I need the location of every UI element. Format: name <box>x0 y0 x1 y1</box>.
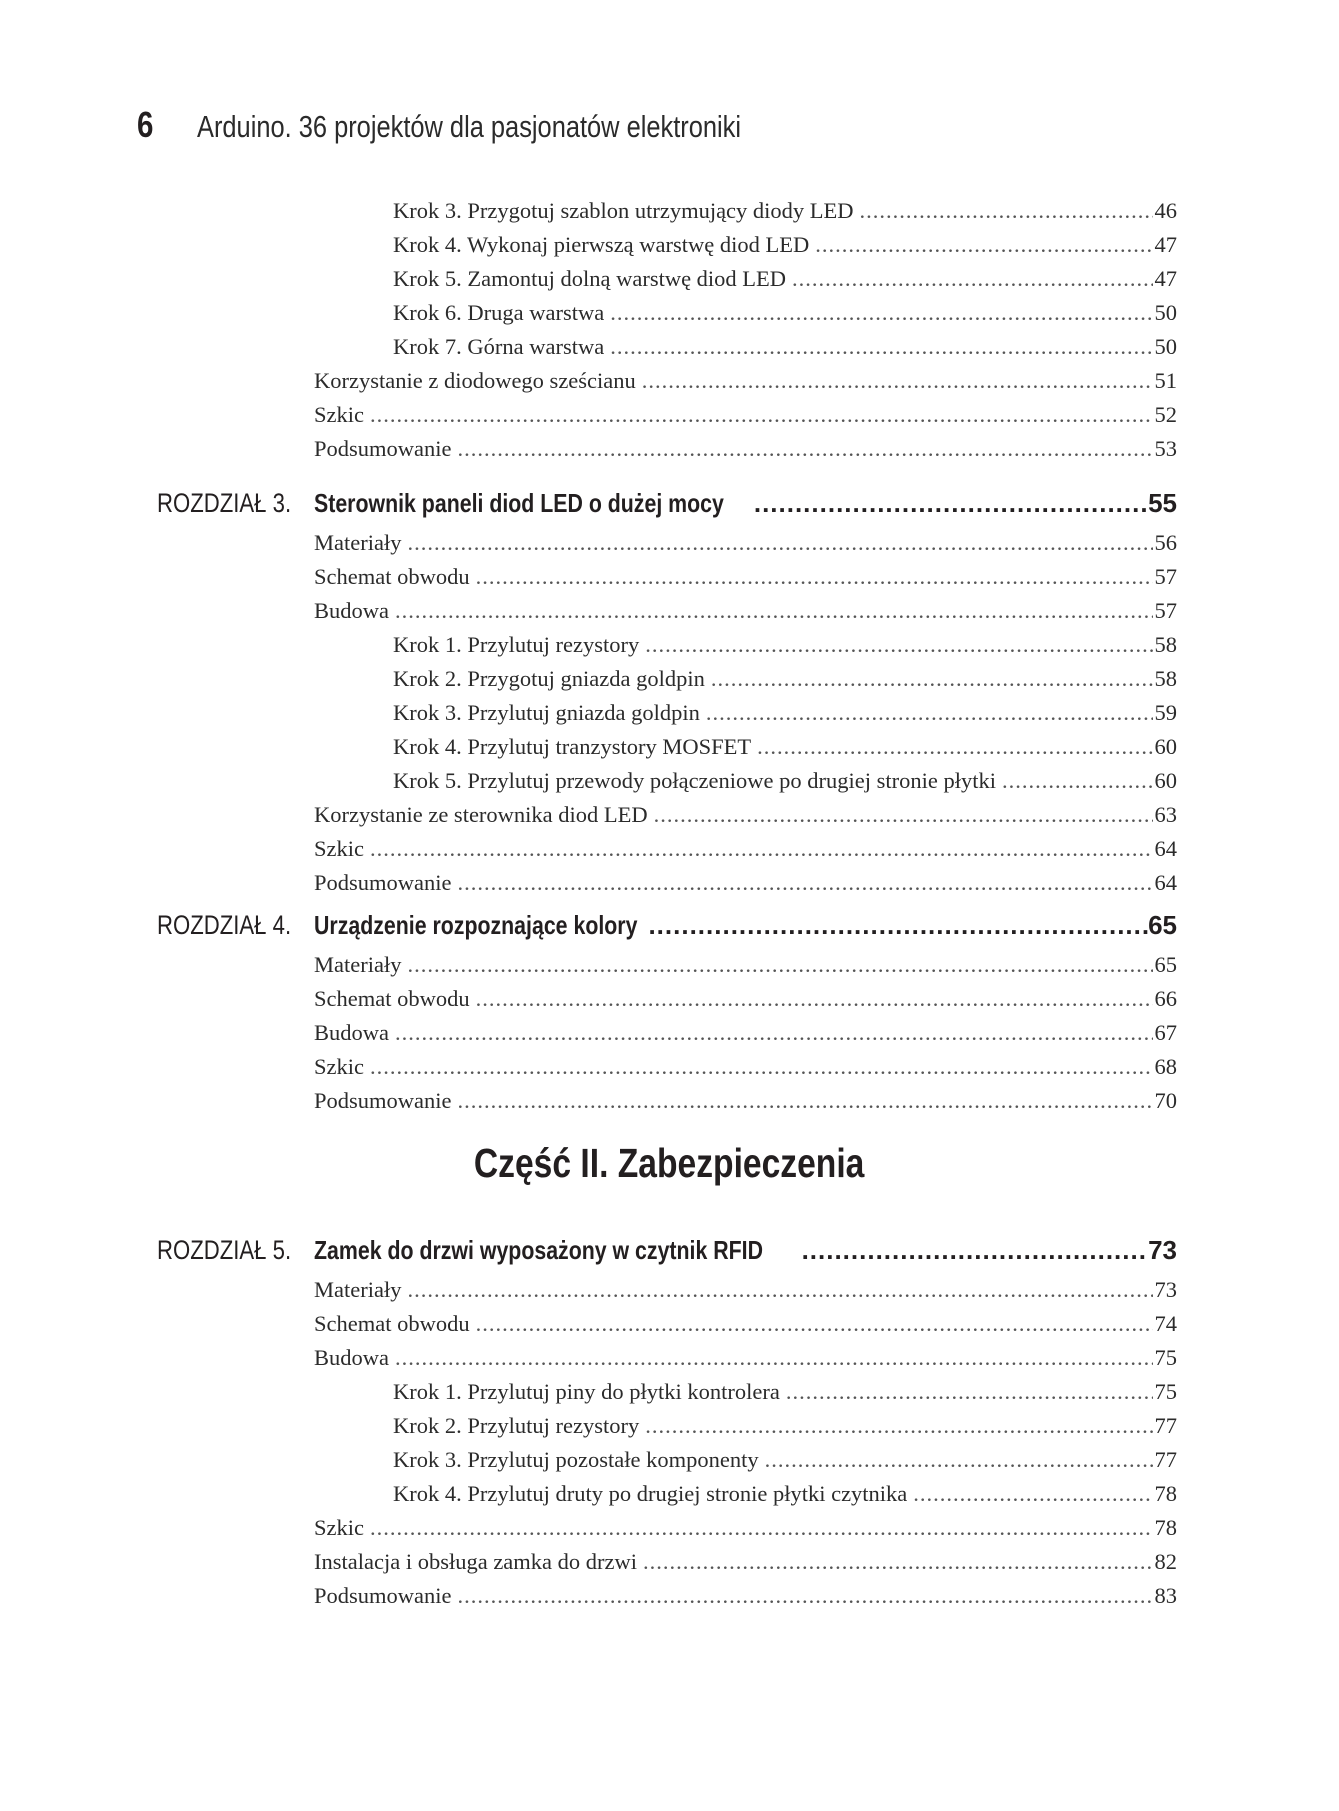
toc-entry-page: 67 <box>1154 1020 1177 1045</box>
toc-entry-page: 47 <box>1154 266 1177 291</box>
toc-entry <box>314 952 1177 978</box>
toc-entry-title: Materiały <box>314 952 402 977</box>
toc-entry <box>314 1345 1177 1371</box>
toc-entry <box>393 768 1177 794</box>
toc-entry <box>314 436 1177 462</box>
toc-entry-title: Krok 2. Przylutuj rezystory <box>393 1413 640 1438</box>
toc-entry-page: 59 <box>1154 700 1177 725</box>
part-title-text: Część II. Zabezpieczenia <box>474 1140 865 1186</box>
toc-entry-title: Schemat obwodu <box>314 564 470 589</box>
toc-entry-page: 58 <box>1154 666 1177 691</box>
dot-leader <box>407 952 1152 978</box>
toc-entry <box>314 870 1177 896</box>
toc-entry <box>314 986 1177 1012</box>
toc-entry-title: Budowa <box>314 1020 389 1045</box>
toc-entry <box>314 1515 1177 1541</box>
dot-leader <box>815 232 1152 258</box>
dot-leader <box>1002 768 1153 794</box>
toc-entry-page: 53 <box>1154 436 1177 461</box>
toc-entry-page: 82 <box>1154 1549 1177 1574</box>
dot-leader <box>643 1549 1152 1575</box>
dot-leader <box>458 436 1153 462</box>
toc-entry-page: 65 <box>1154 952 1177 977</box>
chapter-label: ROZDZIAŁ 4. <box>157 910 292 940</box>
toc-entry <box>314 836 1177 862</box>
dot-leader <box>476 1311 1153 1337</box>
dot-leader <box>706 700 1153 726</box>
toc-entry-page: 50 <box>1154 300 1177 325</box>
toc-entry-page: 75 <box>1154 1379 1177 1404</box>
chapter-page: 65 <box>1148 910 1177 940</box>
toc-entry-title: Krok 4. Wykonaj pierwszą warstwę diod LED <box>393 232 810 257</box>
chapter-title-entry <box>314 488 1177 519</box>
dot-leader <box>370 1515 1153 1541</box>
toc-entry-page: 77 <box>1154 1447 1177 1472</box>
toc-entry-title: Podsumowanie <box>314 436 452 461</box>
toc-entry-page: 63 <box>1154 802 1177 827</box>
toc-entry <box>314 530 1177 556</box>
dot-leader <box>395 598 1153 624</box>
toc-entry-page: 46 <box>1154 198 1177 223</box>
toc-entry-page: 74 <box>1154 1311 1177 1336</box>
toc-entry-title: Szkic <box>314 1054 364 1079</box>
dot-leader <box>370 402 1153 428</box>
toc-entry-page: 57 <box>1154 598 1177 623</box>
dot-leader <box>913 1481 1152 1507</box>
toc-entry-title: Schemat obwodu <box>314 1311 470 1336</box>
toc-entry <box>314 1054 1177 1080</box>
toc-entry <box>393 266 1177 292</box>
toc-entry-page: 60 <box>1154 734 1177 759</box>
toc-entry-title: Krok 3. Przygotuj szablon utrzymujący diody LED <box>393 198 854 223</box>
toc-entry-title: Krok 3. Przylutuj pozostałe komponenty <box>393 1447 759 1472</box>
chapter-page: 55 <box>1148 488 1177 518</box>
toc-entry-page: 78 <box>1154 1515 1177 1540</box>
part-title <box>0 1140 1339 1187</box>
toc-entry-title: Szkic <box>314 402 364 427</box>
toc-entry <box>314 1088 1177 1114</box>
toc-entry <box>393 1447 1177 1473</box>
dot-leader <box>370 1054 1153 1080</box>
toc-entry <box>393 1481 1177 1507</box>
toc-entry <box>393 1413 1177 1439</box>
page-number: 6 <box>137 104 154 145</box>
toc-entry-page: 51 <box>1154 368 1177 393</box>
toc-entry-title: Krok 5. Przylutuj przewody połączeniowe po drugiej stronie płytki <box>393 768 996 793</box>
toc-entry <box>314 1549 1177 1575</box>
toc-entry-title: Krok 4. Przylutuj druty po drugiej stronie płytki czytnika <box>393 1481 908 1506</box>
book-title: Arduino. 36 projektów dla pasjonatów elektroniki <box>197 109 742 144</box>
chapter-title-entry <box>314 910 1177 941</box>
toc-entry-title: Krok 1. Przylutuj piny do płytki kontrolera <box>393 1379 780 1404</box>
dot-leader <box>642 368 1153 394</box>
dot-leader <box>395 1345 1153 1371</box>
toc-entry-title: Materiały <box>314 530 402 555</box>
toc-entry-page: 47 <box>1154 232 1177 257</box>
toc-entry-page: 78 <box>1154 1481 1177 1506</box>
chapter-page: 73 <box>1148 1235 1177 1265</box>
chapter-title: Sterownik paneli diod LED o dużej mocy <box>314 488 724 518</box>
toc-entry-title: Korzystanie z diodowego sześcianu <box>314 368 636 393</box>
dot-leader <box>765 1447 1153 1473</box>
toc-entry-title: Krok 7. Górna warstwa <box>393 334 605 359</box>
toc-entry <box>393 232 1177 258</box>
toc-entry-page: 77 <box>1154 1413 1177 1438</box>
toc-entry-page: 58 <box>1154 632 1177 657</box>
toc-entry-page: 52 <box>1154 402 1177 427</box>
dot-leader <box>645 1413 1152 1439</box>
toc-entry-title: Szkic <box>314 836 364 861</box>
toc-entry-title: Podsumowanie <box>314 1583 452 1608</box>
toc-entry <box>314 598 1177 624</box>
toc-entry-title: Krok 6. Druga warstwa <box>393 300 605 325</box>
dot-leader <box>476 986 1153 1012</box>
toc-entry-page: 50 <box>1154 334 1177 359</box>
toc-entry <box>314 1583 1177 1609</box>
toc-entry-page: 75 <box>1154 1345 1177 1370</box>
toc-entry-page: 73 <box>1154 1277 1177 1302</box>
toc-entry-page: 68 <box>1154 1054 1177 1079</box>
dot-leader <box>648 910 1148 941</box>
dot-leader <box>860 198 1153 224</box>
toc-entry <box>314 1020 1177 1046</box>
toc-entry-title: Budowa <box>314 1345 389 1370</box>
toc-entry-title: Podsumowanie <box>314 870 452 895</box>
toc-entry-title: Materiały <box>314 1277 402 1302</box>
toc-entry <box>314 1277 1177 1303</box>
toc-entry <box>393 666 1177 692</box>
dot-leader <box>370 836 1153 862</box>
toc-entry-page: 66 <box>1154 986 1177 1011</box>
dot-leader <box>645 632 1152 658</box>
dot-leader <box>654 802 1153 828</box>
dot-leader <box>458 870 1153 896</box>
toc-entry <box>393 734 1177 760</box>
dot-leader <box>407 1277 1152 1303</box>
dot-leader <box>610 300 1152 326</box>
dot-leader <box>711 666 1153 692</box>
toc-entry-title: Budowa <box>314 598 389 623</box>
toc-entry-title: Instalacja i obsługa zamka do drzwi <box>314 1549 638 1574</box>
toc-entry-title: Krok 2. Przygotuj gniazda goldpin <box>393 666 705 691</box>
toc-entry-page: 64 <box>1154 836 1177 861</box>
dot-leader <box>395 1020 1153 1046</box>
page-header <box>137 104 860 144</box>
toc-entry-title: Korzystanie ze sterownika diod LED <box>314 802 648 827</box>
toc-entry-title: Szkic <box>314 1515 364 1540</box>
toc-entry-page: 56 <box>1154 530 1177 555</box>
chapter-title-entry <box>314 1235 1177 1266</box>
toc-entry <box>393 300 1177 326</box>
dot-leader <box>610 334 1152 360</box>
dot-leader <box>757 734 1152 760</box>
toc-entry <box>314 368 1177 394</box>
toc-entry-title: Krok 4. Przylutuj tranzystory MOSFET <box>393 734 752 759</box>
toc-entry <box>393 1379 1177 1405</box>
dot-leader <box>407 530 1152 556</box>
toc-entry <box>314 1311 1177 1337</box>
dot-leader <box>792 266 1152 292</box>
toc-entry <box>393 198 1177 224</box>
toc-entry-title: Krok 5. Zamontuj dolną warstwę diod LED <box>393 266 787 291</box>
toc-entry-title: Podsumowanie <box>314 1088 452 1113</box>
dot-leader <box>786 1379 1153 1405</box>
toc-entry-page: 60 <box>1154 768 1177 793</box>
toc-entry <box>393 700 1177 726</box>
chapter-title: Zamek do drzwi wyposażony w czytnik RFID <box>314 1235 764 1265</box>
toc-entry-page: 83 <box>1154 1583 1177 1608</box>
dot-leader <box>458 1583 1153 1609</box>
toc-entry-title: Krok 3. Przylutuj gniazda goldpin <box>393 700 700 725</box>
dot-leader <box>754 488 1148 519</box>
dot-leader <box>802 1235 1149 1266</box>
chapter-label: ROZDZIAŁ 5. <box>157 1235 292 1265</box>
chapter-title: Urządzenie rozpoznające kolory <box>314 910 638 940</box>
toc-entry <box>393 334 1177 360</box>
toc-entry-page: 64 <box>1154 870 1177 895</box>
dot-leader <box>458 1088 1153 1114</box>
toc-entry <box>314 564 1177 590</box>
toc-entry-page: 57 <box>1154 564 1177 589</box>
chapter-label: ROZDZIAŁ 3. <box>157 488 292 518</box>
toc-entry <box>314 402 1177 428</box>
toc-entry <box>314 802 1177 828</box>
toc-entry-page: 70 <box>1154 1088 1177 1113</box>
toc-entry-title: Krok 1. Przylutuj rezystory <box>393 632 640 657</box>
toc-entry-title: Schemat obwodu <box>314 986 470 1011</box>
dot-leader <box>476 564 1153 590</box>
toc-entry <box>393 632 1177 658</box>
